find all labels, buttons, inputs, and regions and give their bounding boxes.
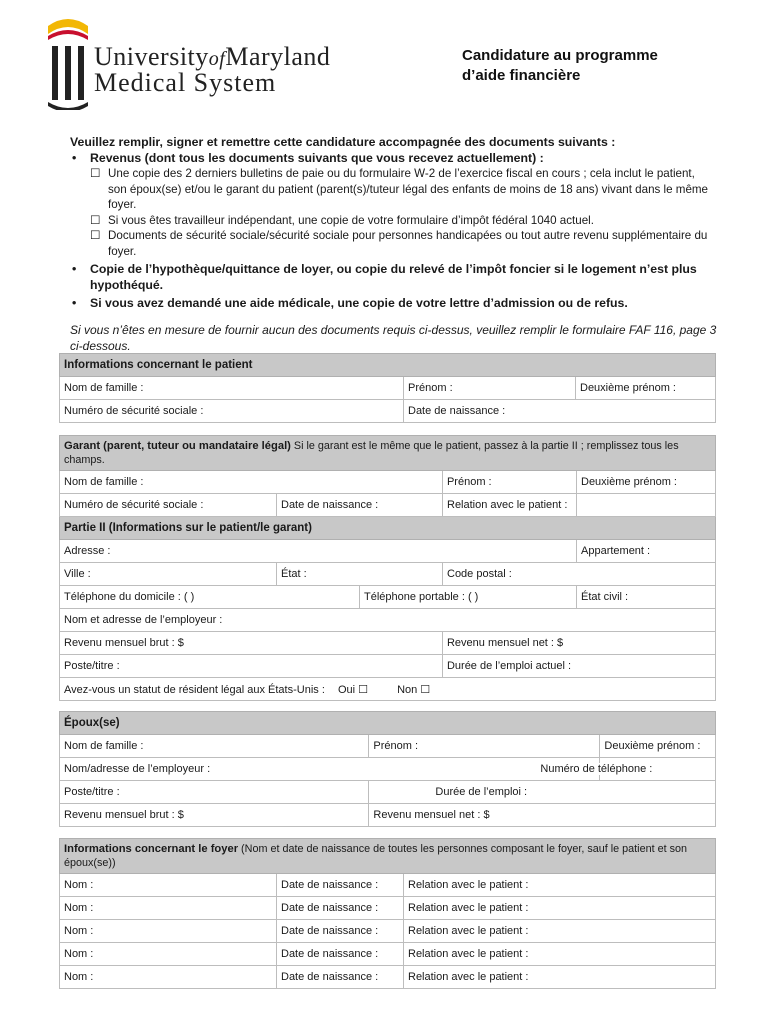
household-relation-field[interactable]: Relation avec le patient : <box>404 897 716 920</box>
household-name-field[interactable]: Nom : <box>60 920 277 943</box>
section-header-part2: Partie II (Informations sur le patient/le garant) <box>60 517 716 540</box>
employment-duration-field[interactable]: Durée de l’emploi actuel : <box>442 655 715 678</box>
bullet-medical-aid: • Si vous avez demandé une aide médicale, une copie de votre lettre d’admission ou de refus. <box>90 295 710 311</box>
marital-status-field[interactable]: État civil : <box>577 586 716 609</box>
patient-ssn-field[interactable]: Numéro de sécurité sociale : <box>60 400 404 423</box>
umms-logo <box>44 14 424 110</box>
home-phone-field[interactable]: Téléphone du domicile : ( ) <box>60 586 360 609</box>
spouse-gross-income-field[interactable]: Revenu mensuel brut : $ <box>60 804 369 827</box>
checkbox-item-1040: ☐ Si vous êtes travailleur indépendant, une copie de votre formulaire d’impôt fédéral 1040 actuel. <box>90 213 710 229</box>
guarantor-last-name-field[interactable]: Nom de famille : <box>60 471 443 494</box>
resident-yes-checkbox[interactable]: Oui ☐ <box>337 683 368 696</box>
legal-resident-field: Avez-vous un statut de résident légal aux États-Unis : Oui ☐ Non ☐ <box>60 678 716 701</box>
household-table <box>59 838 716 989</box>
section-header-guarantor: Garant (parent, tuteur ou mandataire légal) Si le garant est le même que le patient, passez à la partie II ; remplissez tous les champs. <box>60 436 716 471</box>
spouse-first-name-field[interactable]: Prénom : <box>369 735 600 758</box>
guarantor-relation-field[interactable]: Relation avec le patient : <box>443 494 577 517</box>
bullet-income: • Revenus (dont tous les documents suivants que vous recevez actuellement) : ☐ Une copie des 2 derniers bulletins de paie ou du formulaire W-2 de l’exercice fiscal en cours ; cela inclut le patient, son époux(se) et/ou le garant du patient (parent(s)/tuteur légal des enfants de moins de 18 ans) vivant dans le même foyer. ☐ Si vous êtes travailleur indépendant, une copie de votre formulaire d’impôt fédéral 1040 actuel. ☐ Documents de sécurité sociale/sécurité sociale pour personnes handicapées ou tout autre revenu supplémentaire du foyer. <box>90 150 710 259</box>
instructions-lead: Veuillez remplir, signer et remettre cette candidature accompagnée des documents suivants : <box>70 135 616 149</box>
state-field[interactable]: État : <box>277 563 443 586</box>
household-row <box>60 920 716 943</box>
household-dob-field[interactable]: Date de naissance : <box>277 874 404 897</box>
household-row <box>60 943 716 966</box>
checkbox-item-paystubs: ☐ Une copie des 2 derniers bulletins de paie ou du formulaire W-2 de l’exercice fiscal en cours ; cela inclut le patient, son époux(se) et/ou le garant du patient (parent(s)/tuteur légal des enfants de moins de 18 ans) vivant dans le même foyer. <box>90 166 710 213</box>
logo-text-line2: Medical System <box>94 68 277 97</box>
guarantor-first-name-field[interactable]: Prénom : <box>442 471 576 494</box>
patient-dob-field[interactable]: Date de naissance : <box>404 400 716 423</box>
spouse-employer-field[interactable]: Nom/adresse de l’employeur : <box>60 758 600 781</box>
spouse-last-name-field[interactable]: Nom de famille : <box>60 735 369 758</box>
patient-middle-name-field[interactable]: Deuxième prénom : <box>576 377 716 400</box>
household-name-field[interactable]: Nom : <box>60 897 277 920</box>
section-header-patient: Informations concernant le patient <box>60 354 716 377</box>
logo-text-line1: UniversityofMaryland <box>94 42 331 71</box>
zip-field[interactable]: Code postal : <box>443 563 716 586</box>
household-name-field[interactable]: Nom : <box>60 874 277 897</box>
household-relation-field[interactable]: Relation avec le patient : <box>404 874 716 897</box>
household-row <box>60 874 716 897</box>
guarantor-table <box>59 435 716 701</box>
employer-field[interactable]: Nom et adresse de l’employeur : <box>60 609 716 632</box>
spouse-duration-field[interactable]: Durée de l’emploi : <box>369 781 716 804</box>
spouse-net-income-field[interactable]: Revenu mensuel net : $ <box>369 804 716 827</box>
guarantor-extra-field[interactable] <box>577 494 716 517</box>
household-relation-field[interactable]: Relation avec le patient : <box>404 920 716 943</box>
logo-emblem-icon <box>44 14 92 110</box>
patient-last-name-field[interactable]: Nom de famille : <box>60 377 404 400</box>
household-dob-field[interactable]: Date de naissance : <box>277 943 404 966</box>
resident-no-checkbox[interactable]: Non ☐ <box>397 683 431 696</box>
household-name-field[interactable]: Nom : <box>60 943 277 966</box>
household-relation-field[interactable]: Relation avec le patient : <box>404 966 716 989</box>
section-header-household: Informations concernant le foyer (Nom et date de naissance de toutes les personnes composant le foyer, sauf le patient et son époux(se)) <box>60 839 716 874</box>
spouse-position-field[interactable]: Poste/titre : <box>60 781 369 804</box>
patient-first-name-field[interactable]: Prénom : <box>404 377 576 400</box>
page-title: Candidature au programme d’aide financière <box>462 47 658 84</box>
guarantor-dob-field[interactable]: Date de naissance : <box>277 494 443 517</box>
section-header-spouse: Époux(se) <box>60 712 716 735</box>
household-dob-field[interactable]: Date de naissance : <box>277 966 404 989</box>
position-field[interactable]: Poste/titre : <box>60 655 443 678</box>
household-name-field[interactable]: Nom : <box>60 966 277 989</box>
apartment-field[interactable]: Appartement : <box>577 540 716 563</box>
spouse-table <box>59 711 716 827</box>
guarantor-middle-name-field[interactable]: Deuxième prénom : <box>577 471 716 494</box>
gross-income-field[interactable]: Revenu mensuel brut : $ <box>60 632 443 655</box>
household-dob-field[interactable]: Date de naissance : <box>277 920 404 943</box>
spouse-middle-name-field[interactable]: Deuxième prénom : <box>600 735 716 758</box>
household-dob-field[interactable]: Date de naissance : <box>277 897 404 920</box>
spouse-phone-field[interactable]: Numéro de téléphone : <box>600 758 716 781</box>
bullet-mortgage: • Copie de l’hypothèque/quittance de loyer, ou copie du relevé de l’impôt foncier si le logement n’est plus hypothéqué. <box>90 261 710 293</box>
guarantor-ssn-field[interactable]: Numéro de sécurité sociale : <box>60 494 277 517</box>
instructions <box>70 134 710 311</box>
address-field[interactable]: Adresse : <box>60 540 577 563</box>
patient-table <box>59 353 716 423</box>
mobile-phone-field[interactable]: Téléphone portable : ( ) <box>359 586 576 609</box>
household-relation-field[interactable]: Relation avec le patient : <box>404 943 716 966</box>
household-row <box>60 966 716 989</box>
checkbox-item-ssa: ☐ Documents de sécurité sociale/sécurité sociale pour personnes handicapées ou tout autre revenu supplémentaire du foyer. <box>90 228 710 259</box>
household-row <box>60 897 716 920</box>
note-faf116: Si vous n’êtes en mesure de fournir aucun des documents requis ci-dessus, veuillez remplir le formulaire FAF 116, page 3 ci-dessous. <box>70 323 717 353</box>
city-field[interactable]: Ville : <box>60 563 277 586</box>
net-income-field[interactable]: Revenu mensuel net : $ <box>442 632 715 655</box>
